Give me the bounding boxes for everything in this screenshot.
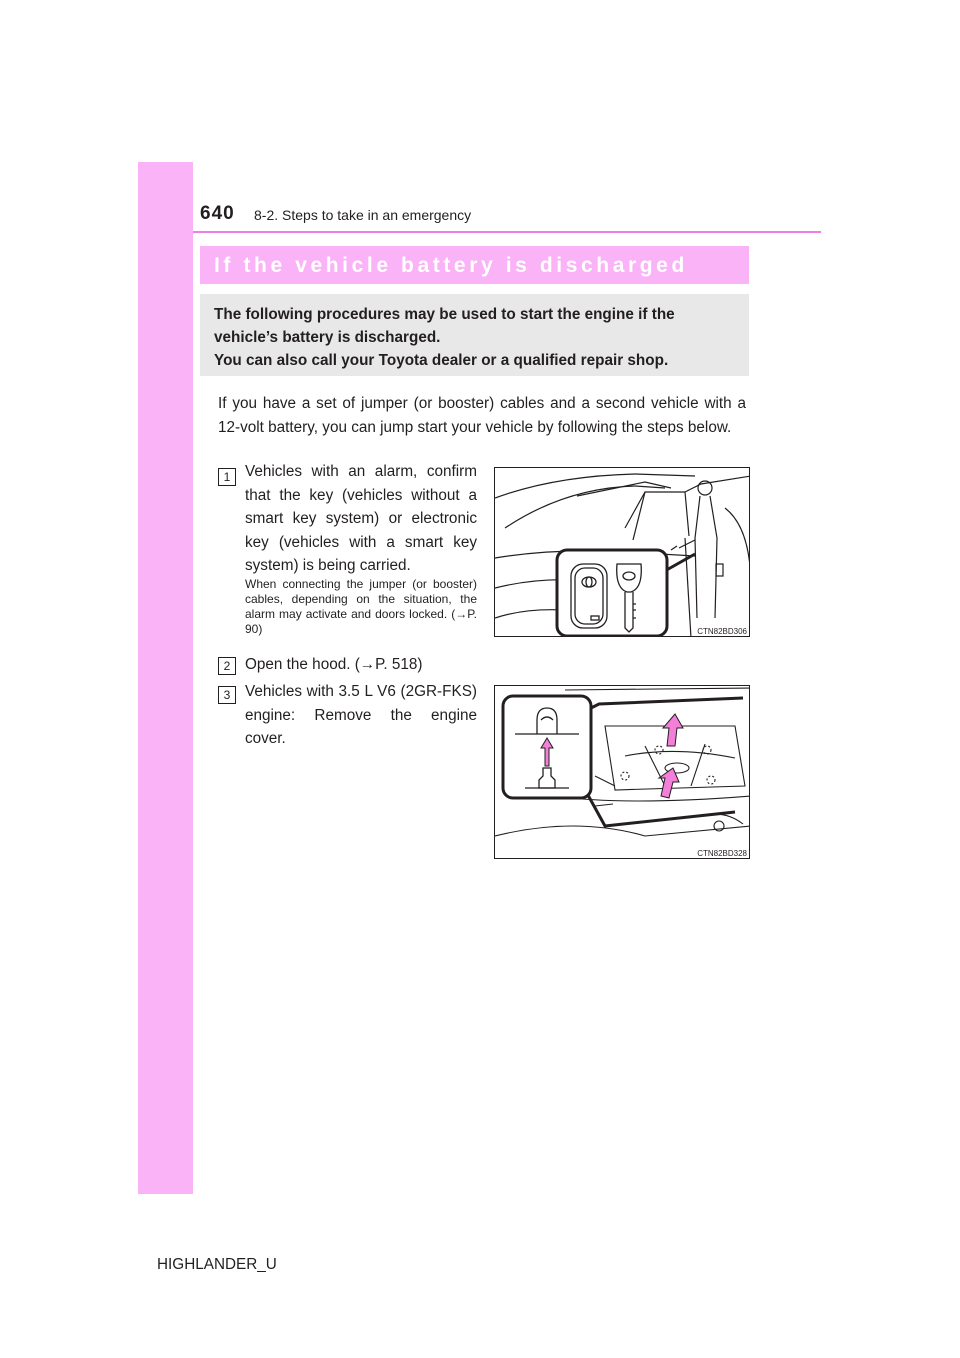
figure-code: CTN82BD306 [697,627,747,636]
figure-engine-cover [494,685,750,859]
step-text: Vehicles with 3.5 L V6 (2GR-FKS) engine: Remove the engine cover. [245,683,477,747]
chapter-label: 8-2. Steps to take in an emergency [254,207,472,223]
side-color-band [138,162,193,1194]
intro-box [200,294,749,376]
step-number: 3 [218,686,236,704]
person-with-key-at-car-door-illustration [495,468,750,637]
page-number: 640 [200,203,235,224]
engine-cover-removal-illustration [495,686,750,859]
step-text: Open the hood. (→P. 518) [245,656,423,673]
section-title: If the vehicle battery is discharged [214,254,688,277]
figure-code: CTN82BD328 [697,849,747,858]
figure-key-carry [494,467,750,637]
intro-line: The following procedures may be used to start the engine if the [214,306,675,323]
footer-model: HIGHLANDER_U [157,1256,277,1273]
intro-line: vehicle’s battery is discharged. [214,329,441,346]
intro-line: You can also call your Toyota dealer or a qualified repair shop. [214,352,669,369]
step-note: When connecting the jumper (or booster) cables, depending on the situation, the alarm may activate and doors locked. (→P. 90) [245,577,477,636]
step-number: 2 [218,657,236,675]
step-number: 1 [218,468,236,486]
step-text: Vehicles with an alarm, confirm that the key (vehicles without a smart key system) or electronic key (vehicles with a smart key system) is being carried. [245,463,477,574]
body-paragraph: If you have a set of jumper (or booster) cables and a second vehicle with a 12-volt battery, you can jump start your vehicle by following the steps below. [218,395,746,436]
header-rule [193,231,821,233]
